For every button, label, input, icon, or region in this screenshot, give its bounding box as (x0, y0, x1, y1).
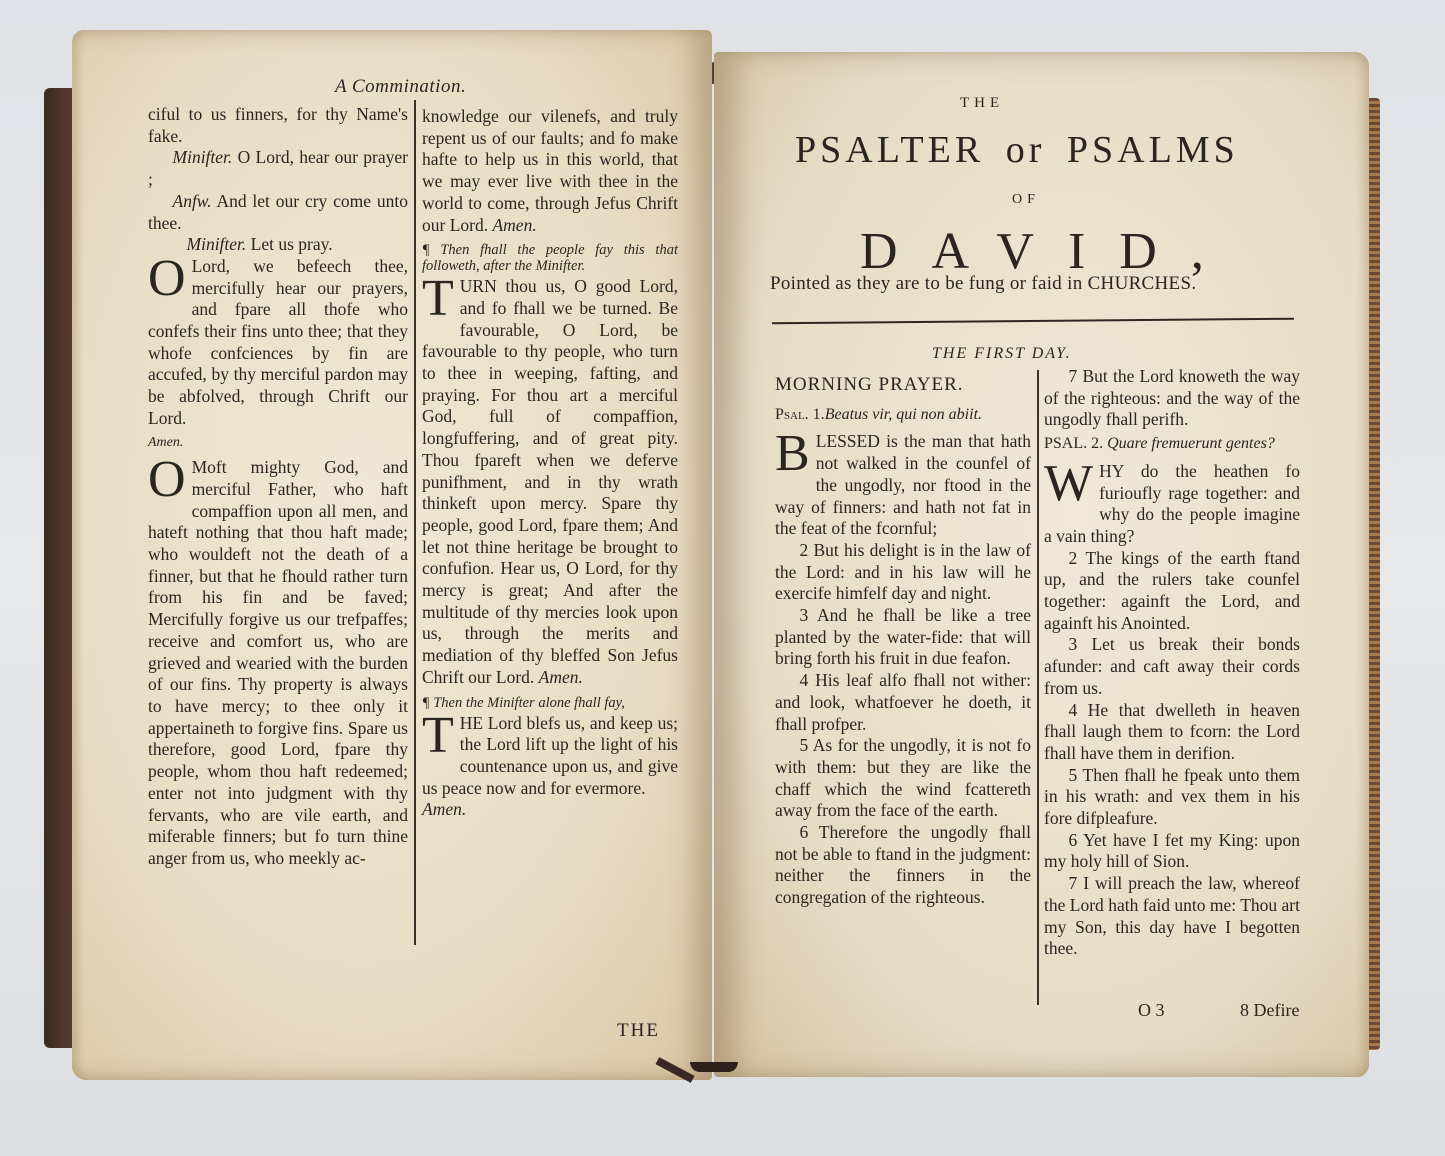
versicle-pray: Minifter. Let us pray. (186, 234, 333, 255)
title-david: DAVID, (860, 223, 1238, 280)
prayer-continuation: knowledge our vilenefs, and truly repent us of our faults; and fo make hafte to help us in this world, that we may ever live with thee in the world to come, through Jefus Chrift our Lord. Amen. (422, 106, 678, 235)
right-column-2 (1044, 366, 1300, 960)
right-column-1 (775, 374, 1031, 909)
response-answer: Anfw. And let our cry come unto thee. (148, 190, 408, 233)
catchword: THE (617, 1020, 660, 1041)
verse: 2 But his delight is in the law of the Lord: and in his law will he exercife himfelf day and night. (775, 539, 1031, 604)
running-head: A Commination. (335, 76, 467, 97)
verse: 7 But the Lord knoweth the way of the righteous: and the way of the ungodly fhall perifh. (1044, 366, 1300, 430)
title-subtitle: Pointed as they are to be fung or faid in CHURCHES. (770, 273, 1197, 294)
prayer-paragraph: O Lord, we befeech thee, mercifully hear our prayers, and fpare all thofe who confefs their fins unto thee; that they whofe confciences by fin are accufed, by thy merciful pardon may be abfolved, through Chrift our Lord. Amen. (148, 249, 408, 450)
rubric: ¶ Then fhall the people fay this that followeth, after the Minifter. (422, 242, 678, 275)
drop-cap: O (148, 249, 186, 307)
prayer-paragraph: TURN thou us, O good Lord, and fo fhall we be turned. Be favourable, O Lord, be favourable to thy people, who turn to thee in weeping, fafting, and praying. For thou art a merciful God, full of compaffion, longfuffering, and of great pity. Thou fpareft when we deferve punifhment, and in thy wrath thinkeft upon mercy. Spare thy people, good Lord, fpare them; And let not thine heritage be brought to confufion. Hear us, O Lord, for thy mercy is great; And after the multitude of thy mercies look upon us, through the merits and mediation of thy bleffed Son Jefus Chrift our Lord. Amen. (422, 270, 678, 687)
verse: 5 Then fhall he fpeak unto them in his wrath: and vex them in his fore difpleafure. (1044, 764, 1300, 829)
verse: 2 The kings of the earth ftand up, and the rulers take counfel together: againft the Lord, and againft his Anointed. (1044, 547, 1300, 633)
verse: 6 Yet have I fet my King: upon my holy hill of Sion. (1044, 829, 1300, 872)
title-of: OF (1012, 192, 1040, 207)
verse: 3 Let us break their bonds afunder: and caft away their cords from us. (1044, 634, 1300, 698)
left-column-1 (148, 104, 408, 870)
drop-cap: O (148, 451, 186, 509)
versicle-minister: Minifter. O Lord, hear our prayer ; (148, 147, 408, 190)
catchword: 8 Defire (1240, 1000, 1300, 1020)
rubric: ¶ Then the Minifter alone fhall fay, (422, 694, 625, 711)
verse: 5 As for the ungodly, it is not fo with them: but they are like the chaff which the wind fcattereth away from the face of the earth. (775, 735, 1031, 821)
verse: 3 And he fhall be like a tree planted by the water-fide: that will bring forth his fruit in due feafon. (775, 605, 1031, 669)
psalm-heading: PSAL. 2. Quare fremuerunt gentes? (1044, 435, 1275, 453)
title-the: THE (960, 95, 1005, 111)
verse: 6 Therefore the ungodly fhall not be able to ftand in the judgment: neither the finners in the congregation of the righteous. (775, 822, 1031, 908)
column-rule (414, 100, 416, 945)
text-line: ciful to us finners, for thy Name's fake. (148, 104, 408, 146)
signature-mark: O 3 (1138, 1000, 1165, 1020)
drop-cap: T (422, 270, 454, 328)
verse: 4 He that dwelleth in heaven fhall laugh them to fcorn: the Lord fhall have them in derifion. (1044, 699, 1300, 763)
verse: 7 I will preach the law, whereof the Lord hath faid unto me: Thou art my Son, this day have I begotten thee. (1044, 873, 1300, 959)
verse: WHY do the heathen fo furioufly rage together: and why do the people imagine a vain thing? (1044, 454, 1300, 546)
drop-cap: T (422, 706, 454, 764)
morning-prayer-heading: MORNING PRAYER. (775, 374, 964, 395)
blessing-paragraph: THE Lord blefs us, and keep us; the Lord lift up the light of his countenance upon us, and give us peace now and for evermore. Amen. (422, 706, 678, 820)
left-column-2 (422, 106, 678, 821)
prayer-paragraph: O Moft mighty God, and merciful Father, who haft compaffion upon all men, and hateft nothing that thou haft made; who wouldeft not the death of a finner, but that he fhould rather turn from his fin and be faved; Mercifully forgive us our trefpaffes; receive and comfort us, who are grieved and wearied with the burden of our fins. Thy property is always to have mercy; to thee only it appertaineth to forgive fins. Spare us therefore, good Lord, fpare thy people, whom thou haft redeemed; enter not into judgment with thy fervants, who are vile earth, and miferable finners; but fo turn thine anger from us, who meekly ac- (148, 451, 408, 868)
verse: 4 His leaf alfo fhall not wither: and look, whatfoever he doeth, it fhall profper. (775, 670, 1031, 734)
verse: BLESSED is the man that hath not walked in the counfel of the ungodly, nor ftood in the way of finners: and hath not fat in the feat of the fcornful; (775, 425, 1031, 539)
title-main: PSALTER or PSALMS (795, 129, 1239, 171)
drop-cap: B (775, 425, 810, 483)
drop-cap: W (1044, 454, 1094, 512)
column-rule (1037, 370, 1039, 1005)
psalm-heading: Psal. 1.Beatus vir, qui non abiit. (775, 405, 983, 423)
section-heading: THE FIRST DAY. (932, 345, 1072, 362)
spine-tail (690, 1062, 738, 1072)
